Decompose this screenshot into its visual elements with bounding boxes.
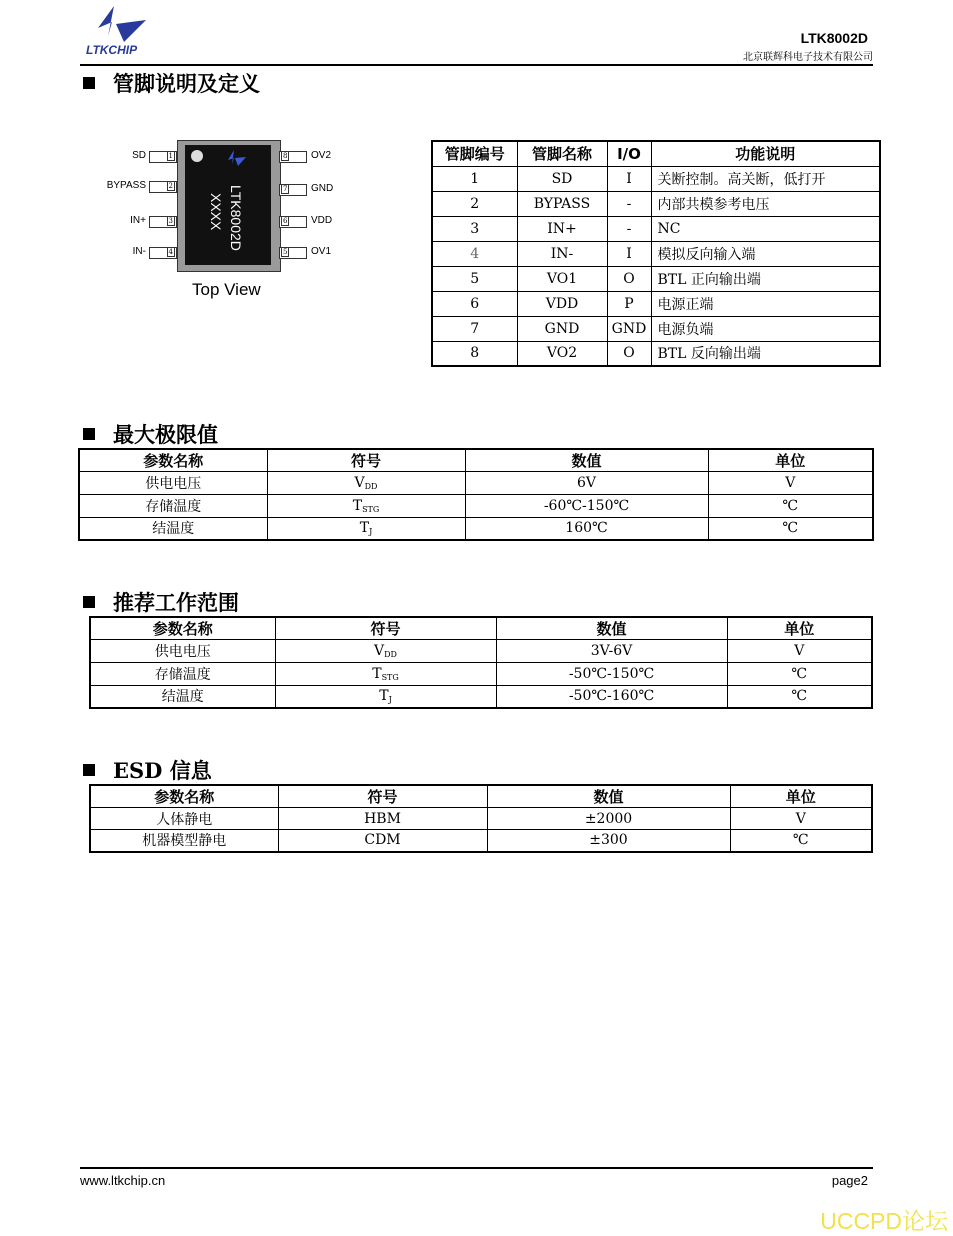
pin-right-7: 7 GND: [279, 184, 350, 196]
pin-right-5: 5 OV1: [279, 247, 350, 259]
esd-table: [89, 784, 873, 853]
bullet-square-icon: [83, 77, 95, 89]
bullet-square-icon: [83, 428, 95, 440]
table-row: 结温度 $T_J$ -50℃-160℃ ℃: [90, 686, 872, 708]
footer-website: www.ltkchip.cn: [80, 1173, 166, 1188]
watermark: UCCPD论坛: [820, 1208, 948, 1234]
section-title-abs-max: 最大极限值: [83, 419, 218, 449]
company-name: 北京联辉科电子技术有限公司: [743, 52, 873, 63]
pin-left-2: BYPASS 2: [100, 181, 177, 193]
column-header: 管脚名称: [517, 141, 607, 166]
column-header: 功能说明: [651, 141, 880, 166]
diagram-caption: Top View: [192, 280, 261, 299]
pin-right-8: 8 OV2: [279, 151, 350, 163]
table-row: 7 GND GND 电源负端: [432, 316, 880, 341]
table-row: 供电电压 $V_{DD}$ 3V-6V V: [90, 640, 872, 663]
chip-logo-icon: [225, 149, 247, 171]
chip-date-code: XXXX: [208, 193, 224, 231]
table-row: 1 SD I 关断控制。高关断，低打开: [432, 166, 880, 191]
section-title-esd: ESD 信息: [83, 755, 212, 785]
footer-divider: [80, 1167, 873, 1169]
table-row: 结温度 $T_J$ 160℃ ℃: [79, 518, 873, 540]
company-logo: [86, 2, 164, 57]
table-header-row: 参数名称 符号 数值 单位: [79, 449, 873, 472]
pin-left-1: SD 1: [100, 151, 177, 163]
table-row: 8 VO2 O BTL 反向输出端: [432, 341, 880, 366]
table-header-row: [432, 141, 880, 166]
abs-max-table: [78, 448, 874, 541]
table-row: 3 IN+ - NC: [432, 216, 880, 241]
column-header: 管脚编号: [432, 141, 517, 166]
table-row: 存储温度 $T_{STG}$ -50℃-150℃ ℃: [90, 663, 872, 686]
table-row: 6 VDD P 电源正端: [432, 291, 880, 316]
table-header-row: 参数名称 符号 数值 单位: [90, 785, 872, 808]
table-row: 供电电压 $V_{DD}$ 6V V: [79, 472, 873, 495]
table-row: 存储温度 $T_{STG}$ -60℃-150℃ ℃: [79, 495, 873, 518]
table-row: 机器模型静电 CDM ±300 ℃: [90, 830, 872, 852]
recommended-table: [89, 616, 873, 709]
section-title-text: 管脚说明及定义: [113, 71, 260, 96]
table-row: 人体静电 HBM ±2000 V: [90, 808, 872, 830]
bullet-square-icon: [83, 596, 95, 608]
table-row: 4 IN- I 模拟反向输入端: [432, 241, 880, 266]
pin-left-4: IN- 4: [100, 247, 177, 259]
table-row: 2 BYPASS - 内部共模参考电压: [432, 191, 880, 216]
doc-title: LTK8002D: [800, 30, 868, 46]
pin-left-3: IN+ 3: [100, 216, 177, 228]
header-divider: [80, 64, 873, 66]
page-number: page2: [831, 1173, 868, 1188]
pin-diagram: [100, 135, 350, 305]
pin1-marker-icon: [191, 150, 203, 162]
chip-marking: LTK8002D: [228, 185, 244, 251]
table-row: 5 VO1 O BTL 正向输出端: [432, 266, 880, 291]
section-title-recommended: 推荐工作范围: [83, 587, 239, 617]
logo-text: LTKCHIP: [86, 43, 138, 57]
pin-right-6: 6 VDD: [279, 216, 350, 228]
bullet-square-icon: [83, 764, 95, 776]
column-header: I/O: [607, 141, 651, 166]
pin-table: [431, 140, 881, 367]
table-header-row: 参数名称 符号 数值 单位: [90, 617, 872, 640]
section-title-pins: [83, 68, 260, 98]
